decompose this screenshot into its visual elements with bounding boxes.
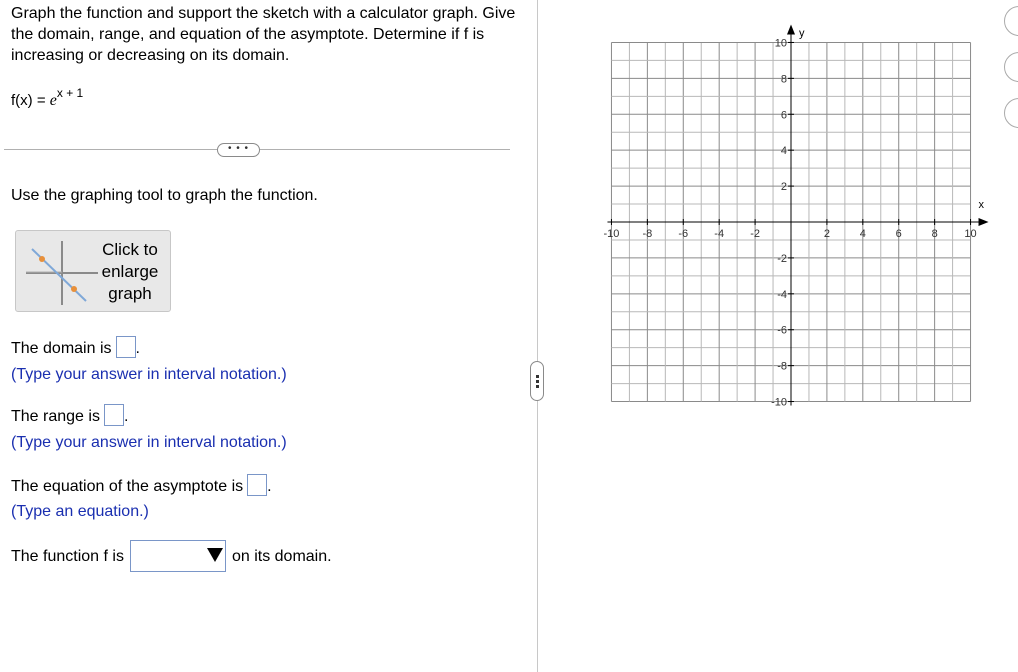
y-tick-label: -6: [777, 324, 787, 337]
function-definition: [11, 88, 83, 110]
range-question: The range is .: [11, 406, 128, 428]
asymptote-hint: (Type an equation.): [11, 503, 149, 520]
monotonic-suffix: on its domain.: [231, 548, 332, 566]
asymptote-question: The equation of the asymptote is .: [11, 476, 272, 498]
y-tick-label: 4: [780, 145, 787, 158]
domain-label: The domain is: [11, 340, 112, 358]
monotonic-question: [11, 541, 332, 573]
coordinate-grid[interactable]: [585, 0, 1005, 420]
x-axis-label: x: [978, 199, 985, 211]
domain-input[interactable]: [116, 336, 136, 358]
x-axis-arrow-icon: [979, 218, 989, 226]
monotonic-dropdown[interactable]: [130, 540, 226, 572]
side-tool-button[interactable]: [1004, 98, 1018, 128]
y-axis-arrow-icon: [787, 24, 795, 34]
dropdown-arrow-icon: [207, 548, 223, 562]
asymptote-label: The equation of the asymptote is: [11, 478, 244, 496]
side-tool-button[interactable]: [1004, 52, 1018, 82]
function-lhs: f(x) =: [11, 92, 50, 109]
y-axis-label: y: [799, 27, 805, 40]
monotonic-label: The function f is: [11, 548, 124, 566]
x-tick-label: 6: [895, 228, 902, 240]
x-tick-label: 10: [964, 228, 977, 240]
graph-instruction: Use the graphing tool to graph the function.: [11, 187, 318, 204]
x-tick-label: -6: [678, 228, 689, 240]
y-tick-label: 2: [780, 181, 787, 194]
asymptote-input[interactable]: [247, 474, 267, 496]
range-input[interactable]: [104, 404, 124, 426]
side-tool-button[interactable]: [1004, 6, 1018, 36]
function-base: e: [49, 92, 57, 109]
y-tick-label: -10: [771, 396, 787, 409]
question-prompt: Graph the function and support the sketch with a calculator graph. Give the domain, range, and equation of the asymptote. Determine if f is increasing or decreasing on its domain.: [11, 5, 516, 64]
range-label: The range is: [11, 408, 100, 426]
range-hint: (Type your answer in interval notation.): [11, 434, 287, 451]
grip-dot-icon: [536, 375, 539, 378]
y-tick-label: 6: [780, 109, 787, 122]
x-tick-label: 2: [823, 228, 830, 240]
x-tick-label: -2: [750, 228, 760, 240]
enlarge-graph-label: Click to enlarge graph: [101, 240, 159, 303]
show-more-button[interactable]: • • •: [217, 143, 260, 157]
y-tick-label: -2: [777, 252, 787, 265]
grip-dot-icon: [536, 380, 539, 383]
y-tick-label: 8: [780, 73, 787, 86]
x-tick-label: 8: [931, 228, 938, 240]
y-tick-label: -8: [777, 360, 787, 373]
x-tick-label: -4: [714, 228, 725, 240]
x-tick-label: 4: [859, 228, 866, 240]
domain-hint: (Type your answer in interval notation.): [11, 366, 287, 383]
enlarge-graph-button[interactable]: [15, 230, 171, 312]
function-exponent: x + 1: [56, 86, 84, 100]
y-tick-label: 10: [774, 37, 787, 50]
panel-resize-handle[interactable]: [530, 361, 544, 401]
domain-question: The domain is .: [11, 338, 140, 360]
y-tick-label: -4: [777, 288, 787, 301]
grip-dot-icon: [536, 385, 539, 388]
x-tick-label: -10: [603, 228, 620, 240]
panel-divider: [537, 0, 538, 672]
graph-thumbnail-icon: [22, 237, 102, 307]
x-tick-label: -8: [642, 228, 653, 240]
